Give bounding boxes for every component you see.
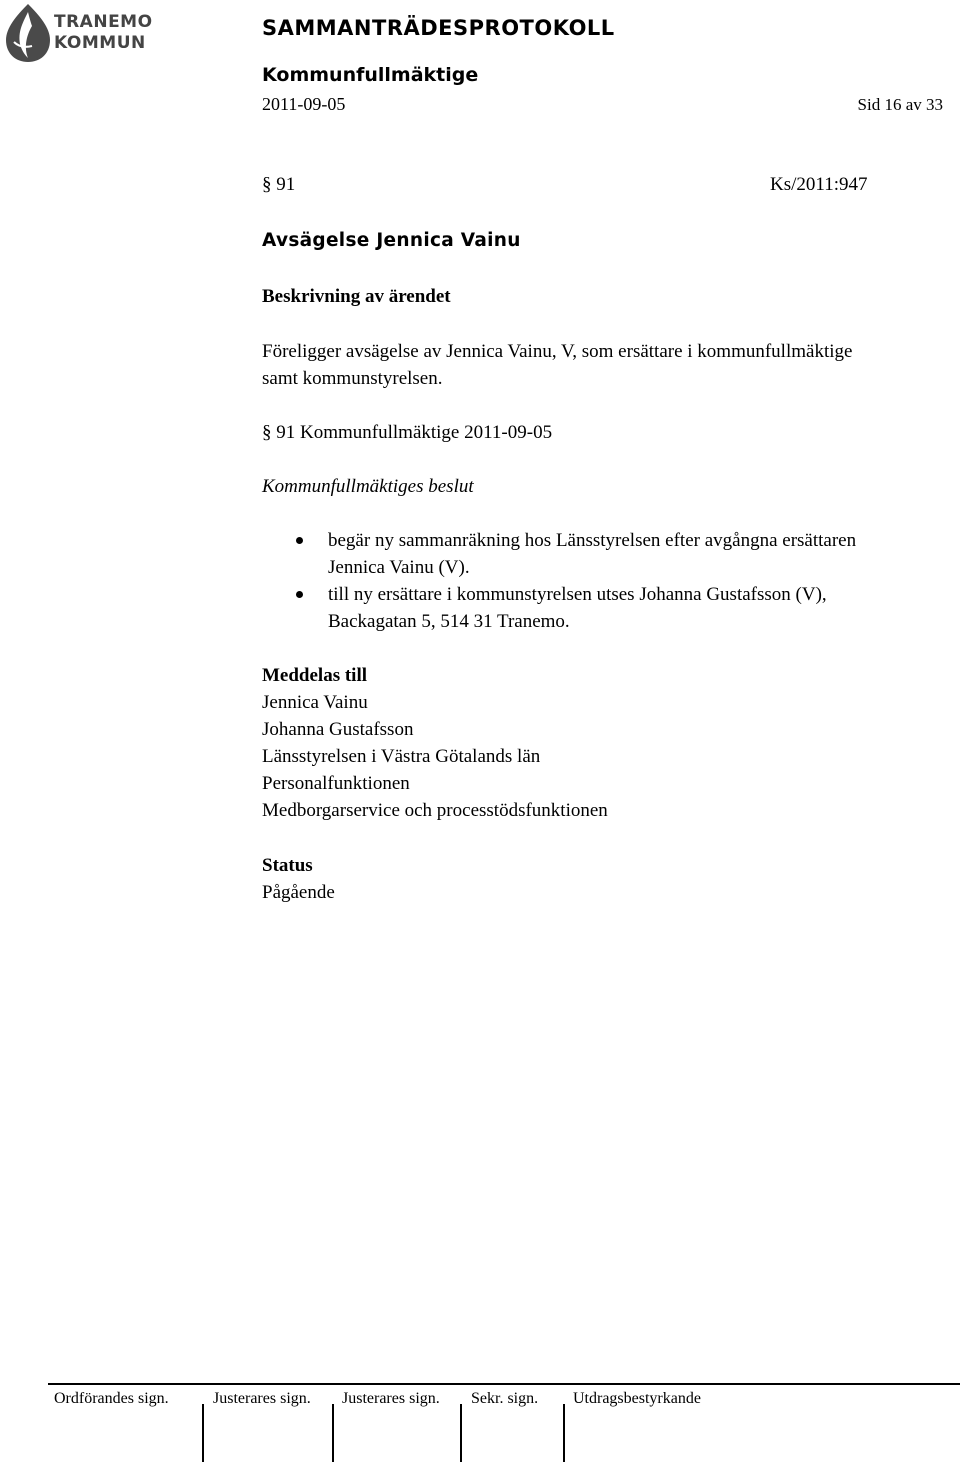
notify-item: Medborgarservice och processtödsfunktionen [262, 800, 608, 821]
meeting-date: 2011-09-05 [262, 94, 346, 114]
notify-item: Johanna Gustafsson [262, 719, 414, 740]
decision-item-2-line-1: till ny ersättare i kommunstyrelsen utses Johanna Gustafsson (V), [328, 584, 827, 605]
adjuster-1-signature-label: Justerares sign. [213, 1390, 311, 1407]
case-heading: Avsägelse Jennica Vainu [262, 230, 521, 251]
committee-name: Kommunfullmäktige [262, 64, 479, 86]
description-line-2: samt kommunstyrelsen. [262, 368, 443, 389]
decision-item-1-line-2: Jennica Vainu (V). [328, 557, 470, 578]
decision-item-1-line-1: begär ny sammanräkning hos Länsstyrelsen efter avgångna ersättaren [328, 530, 857, 551]
secretary-signature-label: Sekr. sign. [471, 1390, 539, 1407]
notify-heading: Meddelas till [262, 665, 368, 686]
page-number: Sid 16 av 33 [857, 95, 943, 114]
signature-divider [460, 1404, 462, 1462]
tranemo-kommun-logo [0, 0, 153, 66]
section-reference: § 91 Kommunfullmäktige 2011-09-05 [262, 422, 553, 443]
tranemo-emblem-icon [2, 2, 54, 64]
extract-certification-label: Utdragsbestyrkande [573, 1390, 701, 1407]
chair-signature-label: Ordförandes sign. [54, 1390, 169, 1407]
status-value: Pågående [262, 882, 335, 903]
case-reference: Ks/2011:947 [770, 174, 868, 195]
notify-item: Personalfunktionen [262, 773, 410, 794]
signature-divider [202, 1404, 204, 1462]
signature-divider [563, 1404, 565, 1462]
bullet-icon [296, 537, 303, 544]
logo-line-2: KOMMUN [54, 33, 146, 53]
footer-divider [48, 1383, 960, 1385]
signature-divider [332, 1404, 334, 1462]
description-heading: Beskrivning av ärendet [262, 286, 451, 307]
notify-item: Länsstyrelsen i Västra Götalands län [262, 746, 541, 767]
status-heading: Status [262, 855, 313, 876]
decision-heading: Kommunfullmäktiges beslut [262, 476, 474, 497]
notify-item: Jennica Vainu [262, 692, 368, 713]
decision-item-2-line-2: Backagatan 5, 514 31 Tranemo. [328, 611, 570, 632]
description-line-1: Föreligger avsägelse av Jennica Vainu, V, som ersättare i kommunfullmäktige [262, 341, 853, 362]
logo-line-1: TRANEMO [54, 12, 153, 32]
bullet-icon [296, 591, 303, 598]
paragraph-number: § 91 [262, 174, 296, 195]
document-title: SAMMANTRÄDESPROTOKOLL [262, 16, 615, 40]
adjuster-2-signature-label: Justerares sign. [342, 1390, 440, 1407]
